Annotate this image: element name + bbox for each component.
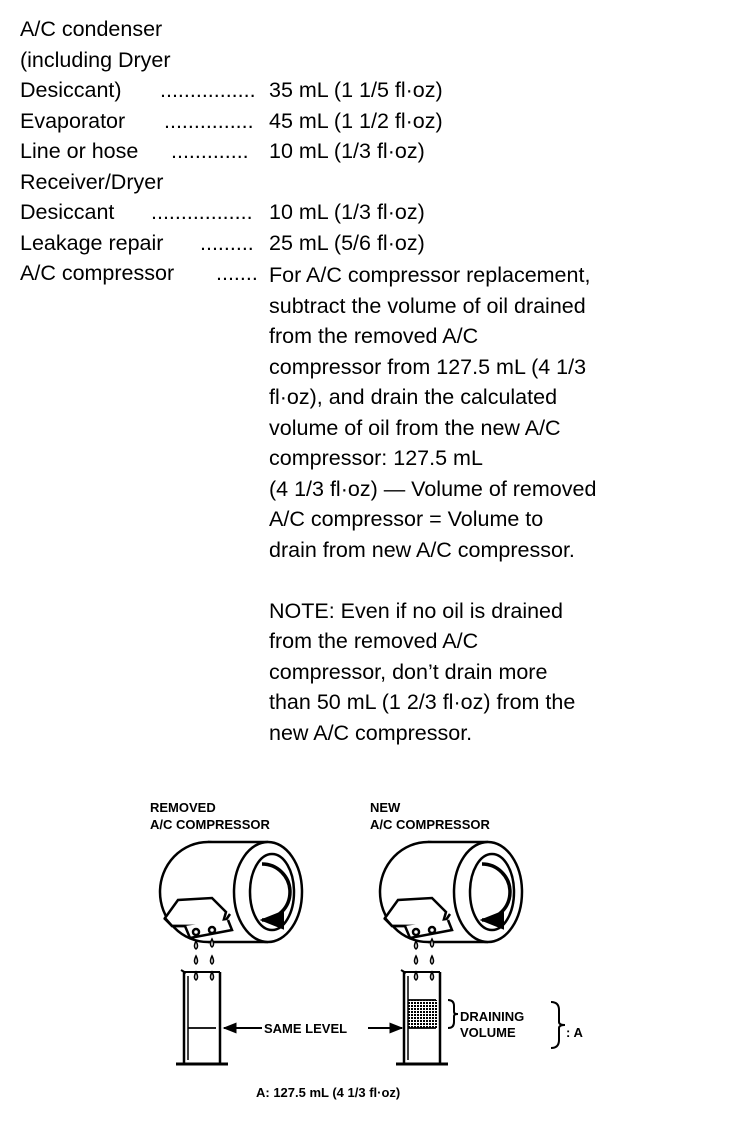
removed-measuring-cylinder-icon [176,970,228,1064]
compressor-label: A/C compressor [20,261,175,285]
evaporator-label: Evaporator [20,108,126,133]
leakage-value: 25 mL (5/6 fl·oz) [269,230,425,255]
new-compressor-icon [380,842,522,942]
spec-condenser-line1 [20,14,720,45]
condenser-label: Desiccant) [20,78,122,102]
note-line: than 50 mL (1 2/3 fl·oz) from the [269,690,576,714]
condenser-value: 35 mL (1 1/5 fl·oz) [269,78,443,102]
compressor-line: volume of oil from the new A/C [269,415,561,440]
receiver-label-line1: Receiver/Dryer [20,169,164,194]
condenser-label-line2: (including Dryer [20,47,171,72]
new-label-line1: NEW [370,800,401,815]
volume-a-label: : A [566,1025,583,1040]
new-measuring-cylinder-icon [396,970,448,1064]
note-line: new A/C compressor. [269,720,473,745]
compressor-paragraph [269,260,709,565]
compressor-line: compressor from 127.5 mL (4 1/3 [269,354,587,379]
oil-drops-icon [415,939,434,980]
oil-drops-icon [195,939,214,980]
volume-a-bracket-icon [551,1002,565,1048]
leader-dots: ....... [216,261,258,285]
removed-label-line1: REMOVED [150,800,216,815]
note-line: NOTE: Even if no oil is drained [269,598,563,623]
same-level-label: SAME LEVEL [264,1021,348,1036]
condenser-label-line1: A/C condenser [20,17,163,41]
note-paragraph [269,596,709,749]
spec-condenser-line2 [20,45,720,76]
compressor-line: from the removed A/C [269,324,479,348]
draining-label-line1: DRAINING [460,1009,525,1024]
compressor-line: (4 1/3 fl·oz) — Volume of removed [269,476,597,501]
spec-condenser [20,75,720,106]
compressor-line: A/C compressor = Volume to [269,507,544,531]
note-line: from the removed A/C [269,629,479,653]
spec-evaporator [20,106,720,137]
removed-label-line2: A/C COMPRESSOR [150,817,270,832]
spec-receiver [20,197,720,228]
spec-list [20,14,720,289]
compressor-line: fl·oz), and drain the calculated [269,385,558,409]
leader-dots: ............... [164,108,254,133]
spec-leakage [20,228,720,259]
line-label: Line or hose [20,139,139,163]
receiver-value: 10 mL (1/3 fl·oz) [269,200,425,224]
draining-label-line2: VOLUME [460,1025,516,1040]
spec-receiver-line1 [20,167,720,198]
leader-dots: ............. [171,139,249,163]
evaporator-value: 45 mL (1 1/2 fl·oz) [269,108,443,133]
leakage-label: Leakage repair [20,230,164,255]
compressor-instructions [269,260,709,748]
oil-drain-diagram [0,780,736,1120]
leader-dots: ................ [160,78,256,102]
compressor-line: For A/C compressor replacement, [269,263,591,287]
compressor-line: subtract the volume of oil drained [269,293,586,318]
leader-dots: ................. [151,200,253,224]
spec-line-hose [20,136,720,167]
footnote-a: A: 127.5 mL (4 1/3 fl·oz) [256,1085,401,1100]
removed-compressor-icon [160,842,302,942]
compressor-line: compressor: 127.5 mL [269,446,483,470]
line-value: 10 mL (1/3 fl·oz) [269,139,425,163]
leader-dots: ......... [200,230,254,255]
compressor-line: drain from new A/C compressor. [269,537,575,562]
receiver-label: Desiccant [20,200,115,224]
note-line: compressor, don’t drain more [269,659,548,684]
draining-bracket-icon [448,1000,458,1028]
new-label-line2: A/C COMPRESSOR [370,817,490,832]
